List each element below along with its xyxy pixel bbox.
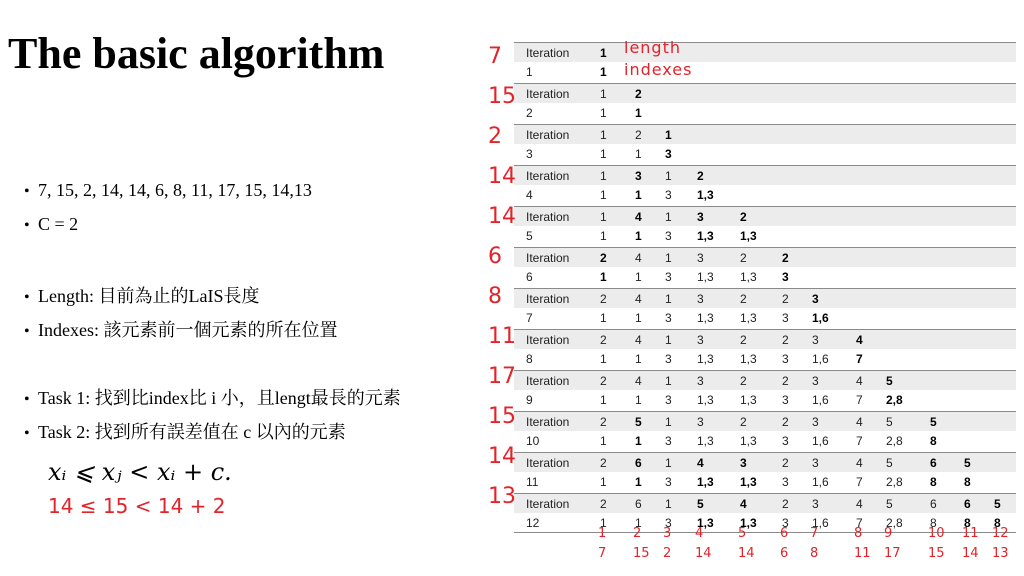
- bottom-value-label: 14: [695, 546, 712, 561]
- length-cell: 1: [665, 251, 672, 265]
- iteration-label: Iteration: [526, 251, 570, 265]
- index-cell: 3: [665, 311, 672, 325]
- iteration-label: Iteration: [526, 87, 570, 101]
- index-cell: 1: [600, 65, 607, 79]
- length-cell: 3: [697, 415, 704, 429]
- index-cell: 1: [635, 270, 642, 284]
- iteration-label: Iteration: [526, 497, 570, 511]
- index-cell: 3: [782, 393, 789, 407]
- index-cell: 1: [600, 106, 607, 120]
- index-cell: 1: [600, 393, 607, 407]
- index-cell: 1,3: [697, 434, 714, 448]
- index-cell: 1: [635, 516, 642, 530]
- length-cell: 5: [886, 374, 893, 388]
- index-cell: 2,8: [886, 516, 903, 530]
- bottom-index-label: 12: [992, 526, 1009, 541]
- length-cell: 2: [600, 251, 607, 265]
- length-cell: 4: [635, 333, 642, 347]
- iteration-label: Iteration: [526, 210, 570, 224]
- index-cell: 8: [930, 434, 937, 448]
- length-cell: 3: [697, 374, 704, 388]
- index-cell: 1,3: [697, 270, 714, 284]
- index-cell: 1: [600, 352, 607, 366]
- index-cell: 1,3: [697, 229, 714, 243]
- index-cell: 1: [635, 188, 642, 202]
- index-cell: 3: [782, 434, 789, 448]
- bottom-value-label: 11: [854, 546, 871, 561]
- length-cell: 1: [665, 210, 672, 224]
- bottom-value-label: 8: [810, 546, 819, 561]
- index-cell: 1: [600, 229, 607, 243]
- index-cell: 3: [782, 352, 789, 366]
- index-cell: 1: [600, 475, 607, 489]
- iteration-block: [514, 124, 1016, 163]
- length-cell: 2: [782, 333, 789, 347]
- bullet-task-2: • Task 2: 找到所有誤差值在 c 以內的元素: [24, 422, 346, 442]
- index-cell: 7: [856, 516, 863, 530]
- index-cell: 3: [665, 516, 672, 530]
- length-cell: 2: [635, 87, 642, 101]
- index-cell: 3: [782, 516, 789, 530]
- length-cell: 3: [812, 456, 819, 470]
- left-value-label: 14: [488, 204, 516, 229]
- length-cell: 2: [635, 128, 642, 142]
- index-cell: 1,3: [740, 393, 757, 407]
- length-cell: 4: [856, 497, 863, 511]
- iteration-block: [514, 206, 1016, 245]
- left-value-label: 6: [488, 244, 502, 269]
- iteration-number: 10: [526, 434, 540, 448]
- length-cell: 2: [782, 415, 789, 429]
- index-cell: 8: [930, 516, 937, 530]
- length-cell: 5: [886, 497, 893, 511]
- iteration-block: [514, 370, 1016, 409]
- length-cell: 5: [635, 415, 642, 429]
- bottom-value-label: 13: [992, 546, 1009, 561]
- bottom-index-label: 4: [695, 526, 704, 541]
- index-cell: 1: [635, 311, 642, 325]
- annotation-indexes: indexes: [624, 60, 693, 79]
- length-cell: 2: [740, 210, 747, 224]
- length-cell: 4: [740, 497, 747, 511]
- slide-title: The basic algorithm: [8, 29, 385, 78]
- index-cell: 1: [600, 311, 607, 325]
- index-cell: 8: [964, 475, 971, 489]
- index-cell: 1,3: [697, 516, 714, 530]
- length-cell: 1: [665, 169, 672, 183]
- length-cell: 2: [600, 374, 607, 388]
- length-cell: 1: [600, 128, 607, 142]
- length-cell: 1: [600, 169, 607, 183]
- index-cell: 1: [635, 147, 642, 161]
- length-cell: 4: [635, 292, 642, 306]
- iteration-label: Iteration: [526, 456, 570, 470]
- bottom-value-label: 14: [962, 546, 979, 561]
- index-cell: 1,6: [812, 475, 829, 489]
- left-value-label: 17: [488, 364, 516, 389]
- length-cell: 3: [740, 456, 747, 470]
- bottom-value-label: 7: [598, 546, 607, 561]
- bullet-c-value: • C = 2: [24, 214, 79, 234]
- length-cell: 4: [856, 415, 863, 429]
- index-cell: 3: [665, 434, 672, 448]
- bottom-index-label: 10: [928, 526, 945, 541]
- bottom-value-label: 17: [884, 546, 901, 561]
- index-cell: 8: [930, 475, 937, 489]
- length-cell: 2: [740, 374, 747, 388]
- length-cell: 1: [665, 374, 672, 388]
- index-cell: 1,3: [740, 311, 757, 325]
- iteration-number: 8: [526, 352, 533, 366]
- bottom-value-label: 15: [633, 546, 650, 561]
- iteration-label: Iteration: [526, 415, 570, 429]
- length-cell: 2: [740, 415, 747, 429]
- index-cell: 1,3: [697, 311, 714, 325]
- length-cell: 2: [600, 415, 607, 429]
- index-cell: 2,8: [886, 393, 903, 407]
- iteration-label: Iteration: [526, 169, 570, 183]
- index-cell: 1,3: [740, 475, 757, 489]
- iteration-number: 1: [526, 65, 533, 79]
- bullet-sequence: • 7, 15, 2, 14, 14, 6, 8, 11, 17, 15, 14,13: [24, 180, 312, 200]
- iteration-number: 7: [526, 311, 533, 325]
- iteration-label: Iteration: [526, 46, 570, 60]
- index-cell: 1: [635, 434, 642, 448]
- index-cell: 3: [782, 311, 789, 325]
- length-cell: 5: [886, 456, 893, 470]
- index-cell: 1,3: [740, 434, 757, 448]
- bottom-index-label: 7: [810, 526, 819, 541]
- index-cell: 1: [635, 352, 642, 366]
- length-cell: 2: [697, 169, 704, 183]
- index-cell: 1: [635, 393, 642, 407]
- length-cell: 6: [930, 456, 937, 470]
- index-cell: 1: [635, 106, 642, 120]
- length-cell: 6: [635, 497, 642, 511]
- iteration-number: 4: [526, 188, 533, 202]
- length-cell: 5: [697, 497, 704, 511]
- length-cell: 5: [994, 497, 1001, 511]
- length-cell: 5: [886, 415, 893, 429]
- bottom-index-label: 5: [738, 526, 747, 541]
- bottom-index-label: 6: [780, 526, 789, 541]
- length-cell: 3: [635, 169, 642, 183]
- index-cell: 1: [635, 229, 642, 243]
- length-cell: 1: [600, 46, 607, 60]
- length-cell: 1: [665, 415, 672, 429]
- index-cell: 1,6: [812, 434, 829, 448]
- iteration-block: [514, 165, 1016, 204]
- bullet-length: • Length: 目前為止的LaIS長度: [24, 286, 260, 306]
- bottom-value-label: 14: [738, 546, 755, 561]
- length-cell: 2: [782, 456, 789, 470]
- length-cell: 3: [697, 292, 704, 306]
- left-value-label: 8: [488, 284, 502, 309]
- iteration-label: Iteration: [526, 292, 570, 306]
- index-cell: 3: [782, 475, 789, 489]
- index-cell: 3: [665, 188, 672, 202]
- length-cell: 4: [856, 333, 863, 347]
- iteration-number: 6: [526, 270, 533, 284]
- bottom-index-label: 1: [598, 526, 607, 541]
- iteration-table: [514, 42, 1016, 535]
- index-cell: 2,8: [886, 475, 903, 489]
- index-cell: 2,8: [886, 434, 903, 448]
- length-cell: 3: [812, 374, 819, 388]
- length-cell: 2: [782, 497, 789, 511]
- length-cell: 6: [964, 497, 971, 511]
- index-cell: 3: [665, 229, 672, 243]
- iteration-block: [514, 83, 1016, 122]
- length-cell: 4: [635, 210, 642, 224]
- annotation-length: length: [624, 38, 681, 57]
- left-value-label: 7: [488, 44, 502, 69]
- index-cell: 1,3: [697, 188, 714, 202]
- index-cell: 7: [856, 393, 863, 407]
- length-cell: 2: [600, 456, 607, 470]
- bottom-value-label: 15: [928, 546, 945, 561]
- length-cell: 3: [697, 210, 704, 224]
- left-value-label: 15: [488, 404, 516, 429]
- bottom-index-label: 8: [854, 526, 863, 541]
- index-cell: 1: [600, 270, 607, 284]
- iteration-number: 9: [526, 393, 533, 407]
- length-cell: 2: [740, 292, 747, 306]
- index-cell: 7: [856, 434, 863, 448]
- bullet-indexes: • Indexes: 該元素前一個元素的所在位置: [24, 320, 338, 340]
- condition-formula: xᵢ ⩽ xⱼ < xᵢ + c.: [48, 458, 232, 486]
- iteration-number: 5: [526, 229, 533, 243]
- left-value-label: 14: [488, 164, 516, 189]
- length-cell: 4: [697, 456, 704, 470]
- left-value-label: 15: [488, 84, 516, 109]
- index-cell: 1: [600, 188, 607, 202]
- index-cell: 1,3: [740, 270, 757, 284]
- index-cell: 1,6: [812, 311, 829, 325]
- left-value-label: 14: [488, 444, 516, 469]
- index-cell: 8: [964, 516, 971, 530]
- length-cell: 2: [600, 333, 607, 347]
- iteration-number: 2: [526, 106, 533, 120]
- length-cell: 3: [812, 497, 819, 511]
- iteration-block: [514, 42, 1016, 81]
- bottom-index-label: 3: [663, 526, 672, 541]
- length-cell: 5: [930, 415, 937, 429]
- index-cell: 3: [665, 475, 672, 489]
- length-cell: 3: [812, 415, 819, 429]
- iteration-number: 3: [526, 147, 533, 161]
- index-cell: 3: [665, 352, 672, 366]
- index-cell: 1: [600, 434, 607, 448]
- iteration-label: Iteration: [526, 128, 570, 142]
- index-cell: 1,3: [740, 229, 757, 243]
- length-cell: 3: [812, 292, 819, 306]
- formula-example-handwritten: 14 ≤ 15 < 14 + 2: [48, 494, 226, 518]
- length-cell: 1: [600, 210, 607, 224]
- index-cell: 1,3: [740, 516, 757, 530]
- length-cell: 4: [856, 374, 863, 388]
- iteration-block: [514, 247, 1016, 286]
- length-cell: 3: [697, 251, 704, 265]
- index-cell: 7: [856, 352, 863, 366]
- iteration-number: 11: [526, 475, 539, 489]
- length-cell: 2: [600, 292, 607, 306]
- iteration-block: [514, 452, 1016, 491]
- length-cell: 2: [740, 251, 747, 265]
- left-value-label: 11: [488, 324, 516, 349]
- iteration-label: Iteration: [526, 333, 570, 347]
- length-cell: 4: [635, 251, 642, 265]
- length-cell: 3: [812, 333, 819, 347]
- bottom-index-label: 2: [633, 526, 642, 541]
- index-cell: 1: [635, 475, 642, 489]
- iteration-block: [514, 411, 1016, 450]
- length-cell: 2: [740, 333, 747, 347]
- index-cell: 7: [856, 475, 863, 489]
- length-cell: 2: [782, 251, 789, 265]
- index-cell: 1,6: [812, 516, 829, 530]
- index-cell: 1: [600, 147, 607, 161]
- index-cell: 1,3: [697, 475, 714, 489]
- length-cell: 6: [930, 497, 937, 511]
- length-cell: 3: [697, 333, 704, 347]
- bottom-index-label: 11: [962, 526, 979, 541]
- length-cell: 1: [665, 456, 672, 470]
- index-cell: 1: [600, 516, 607, 530]
- bottom-value-label: 6: [780, 546, 789, 561]
- length-cell: 4: [635, 374, 642, 388]
- index-cell: 1,3: [740, 352, 757, 366]
- iteration-block: [514, 329, 1016, 368]
- left-value-label: 2: [488, 124, 502, 149]
- length-cell: 2: [600, 497, 607, 511]
- length-cell: 6: [635, 456, 642, 470]
- index-cell: 3: [665, 147, 672, 161]
- index-cell: 1,6: [812, 352, 829, 366]
- index-cell: 3: [782, 270, 789, 284]
- length-cell: 4: [856, 456, 863, 470]
- index-cell: 3: [665, 393, 672, 407]
- bottom-index-label: 9: [884, 526, 893, 541]
- length-cell: 1: [600, 87, 607, 101]
- index-cell: 8: [994, 516, 1001, 530]
- index-cell: 1,6: [812, 393, 829, 407]
- length-cell: 1: [665, 292, 672, 306]
- length-cell: 1: [665, 128, 672, 142]
- length-cell: 5: [964, 456, 971, 470]
- iteration-label: Iteration: [526, 374, 570, 388]
- length-cell: 1: [665, 497, 672, 511]
- index-cell: 3: [665, 270, 672, 284]
- index-cell: 1,3: [697, 393, 714, 407]
- index-cell: 1,3: [697, 352, 714, 366]
- length-cell: 2: [782, 374, 789, 388]
- bullet-task-1: • Task 1: 找到比index比 i 小，且lengt最長的元素: [24, 388, 401, 408]
- iteration-block: [514, 288, 1016, 327]
- iteration-number: 12: [526, 516, 540, 530]
- length-cell: 2: [782, 292, 789, 306]
- bottom-value-label: 2: [663, 546, 672, 561]
- length-cell: 1: [665, 333, 672, 347]
- left-value-label: 13: [488, 484, 516, 509]
